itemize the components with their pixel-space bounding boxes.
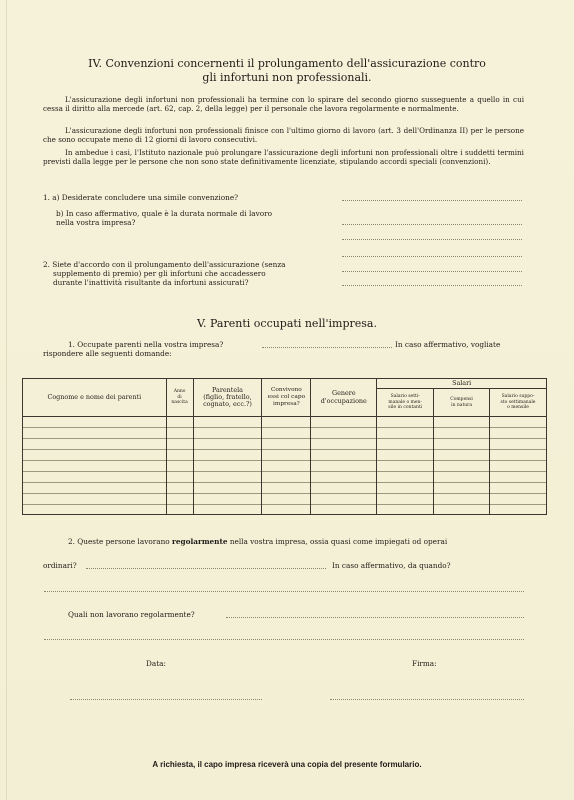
col-header-wage-kind: Compensi in natura [434, 389, 490, 417]
relatives-question-2 [68, 537, 447, 546]
signature-label: Firma: [412, 659, 437, 668]
intro-paragraph-3: In ambedue i casi, l'Istituto nazionale può prolungare l'assicurazione degli infortuni non professionali oltre i suddetti termini previsti dalla legge per le persone che non sono state definitivamente licenziate, stipulando accordi speciali (convenzioni). [43, 148, 524, 167]
col-header-birth-year: Anno di nascita [166, 379, 193, 417]
date-label: Data: [146, 659, 166, 668]
relatives-answer-3-line-1[interactable] [226, 617, 524, 618]
answer-1a-line[interactable] [342, 200, 522, 201]
col-header-relationship: Parentela (figlio, fratello, cognato, ecc.?) [193, 379, 262, 417]
table-row[interactable] [23, 417, 547, 428]
relatives-answer-3-line-2[interactable] [44, 639, 524, 640]
relatives-question-2-end: nella vostra impresa, ossia quasi come impiegati od operai [229, 537, 448, 546]
col-header-wage-supposed: Salario suppo- sto settimanale o mensile [490, 389, 547, 417]
signature-line[interactable] [330, 699, 524, 700]
table-row[interactable] [23, 494, 547, 505]
answer-1b-line-2[interactable] [342, 239, 522, 240]
table-row[interactable] [23, 461, 547, 472]
col-header-name: Cognome e nome dei parenti [23, 379, 167, 417]
col-header-cohabit: Convivono essi col capo impresa? [262, 379, 311, 417]
section-iv-title-line1: IV. Convenzioni concernenti il prolungamento dell'assicurazione contro [88, 57, 486, 70]
question-1b-line2: nella vostra impresa? [56, 218, 136, 227]
relatives-question-1-end: In caso affermativo, vogliate [395, 340, 501, 349]
relatives-question-2-line2-end: In caso affermativo, da quando? [332, 561, 451, 570]
relatives-answer-1-line[interactable] [262, 347, 392, 348]
question-1a: 1. a) Desiderate concludere una simile convenzione? [43, 193, 239, 202]
relatives-question-1: 1. Occupate parenti nella vostra impresa? [68, 340, 224, 349]
relatives-answer-2-line-1[interactable] [86, 568, 326, 569]
relatives-question-1-line2: rispondere alle seguenti domande: [43, 349, 172, 358]
table-row[interactable] [23, 472, 547, 483]
table-row[interactable] [23, 505, 547, 515]
intro-paragraph-2: L'assicurazione degli infortuni non professionali finisce con l'ultimo giorno di lavoro (art. 3 dell'Ordinanza II) per le persone che sono occupate meno di 12 giorni di lavoro consecutivi. [43, 126, 524, 145]
relatives-table [22, 378, 547, 515]
section-v-title: V. Parenti occupati nell'impresa. [197, 317, 377, 330]
paper-edge [6, 0, 7, 800]
table-row[interactable] [23, 428, 547, 439]
answer-2-line-2[interactable] [342, 271, 522, 272]
col-header-occupation: Genere d'occupazione [311, 379, 377, 417]
footer-note: A richiesta, il capo impresa riceverà una copia del presente formulario. [152, 760, 422, 769]
table-row[interactable] [23, 450, 547, 461]
table-row[interactable] [23, 439, 547, 450]
col-header-wage-cash: Salario setti- manale o men- sile in contanti [377, 389, 434, 417]
question-2-line1: 2. Siete d'accordo con il prolungamento dell'assicurazione (senza [43, 260, 286, 269]
date-line[interactable] [70, 699, 262, 700]
answer-2-line-1[interactable] [342, 256, 522, 257]
question-2-line2: supplemento di premio) per gli infortuni che accadessero [53, 269, 266, 278]
table-row[interactable] [23, 483, 547, 494]
question-2-line3: durante l'inattività risultante da infortuni assicurati? [53, 278, 249, 287]
section-iv-title [40, 57, 534, 85]
col-header-wages: Salari [377, 379, 547, 389]
relatives-question-3: Quali non lavorano regolarmente? [68, 610, 195, 619]
relatives-question-2-start: 2. Queste persone lavorano [68, 537, 170, 546]
answer-1b-line-1[interactable] [342, 224, 522, 225]
answer-2-line-3[interactable] [342, 285, 522, 286]
intro-paragraph-1: L'assicurazione degli infortuni non professionali ha termine con lo spirare del secondo giorno susseguente a quello in cui cessa il diritto alla mercede (art. 62, cap. 2, della legge) per il personale che lavora regolarmente e normalmente. [43, 95, 524, 114]
question-1b-line1: b) In caso affermativo, quale è la durata normale di lavoro [56, 209, 273, 218]
relatives-question-2-bold: regolarmente [172, 537, 228, 546]
relatives-question-2-line2-start: ordinari? [43, 561, 77, 570]
relatives-answer-2-line-2[interactable] [44, 591, 524, 592]
section-iv-title-line2: gli infortuni non professionali. [202, 71, 372, 84]
